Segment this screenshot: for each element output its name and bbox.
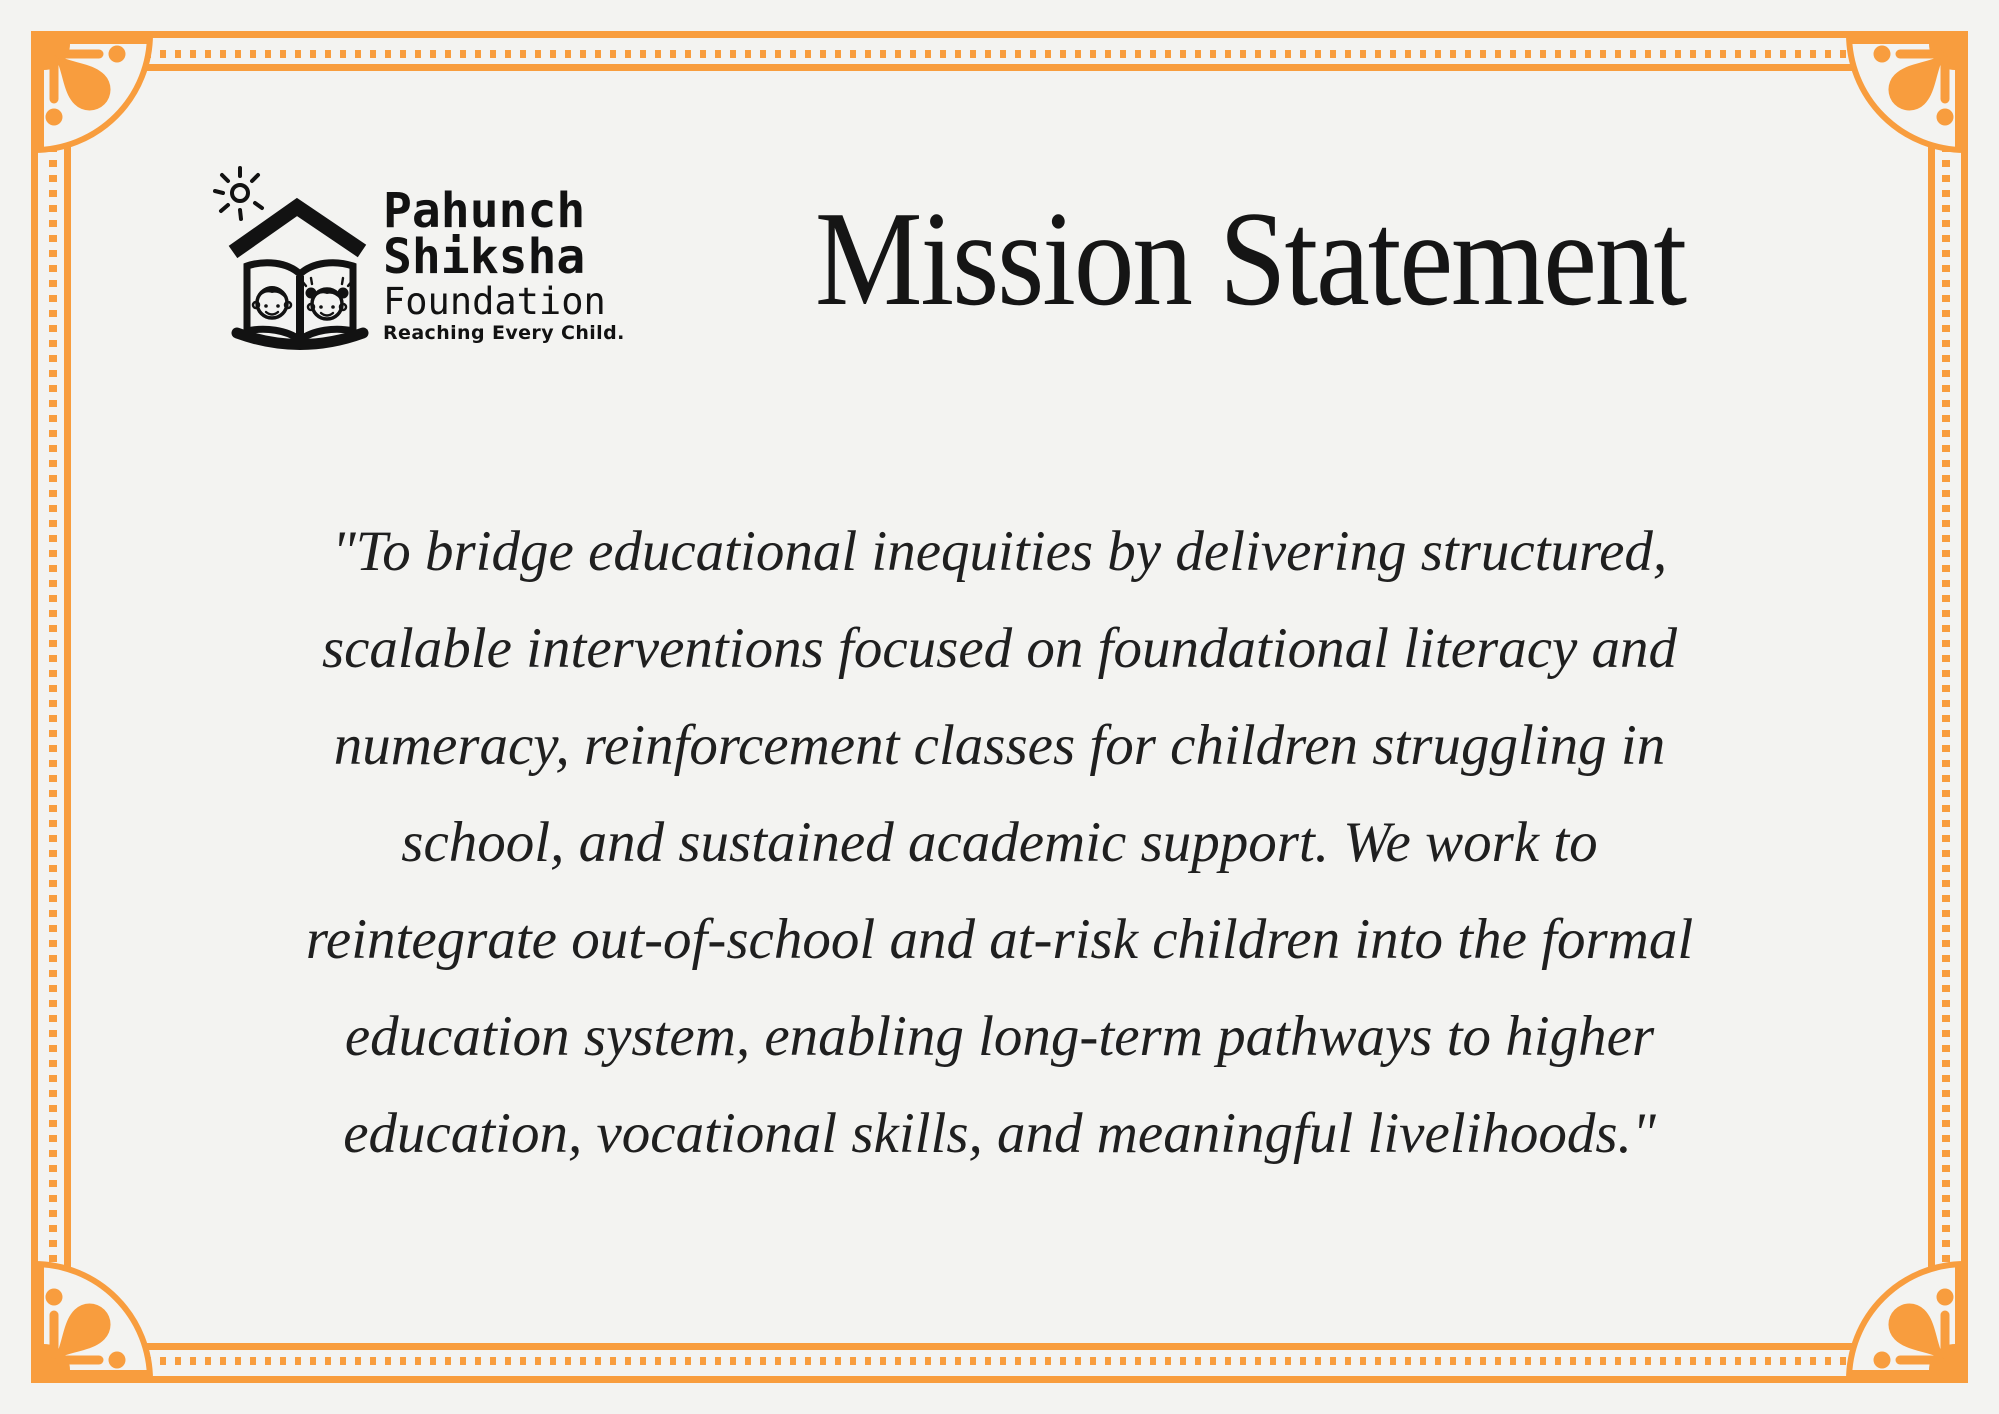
bottom-dotted-border <box>145 1357 1854 1365</box>
page-title: Mission Statement <box>814 184 1686 335</box>
mission-line: numeracy, reinforcement classes for children struggling in <box>333 714 1666 777</box>
top-dotted-border <box>145 50 1854 58</box>
logo-name-line3: Foundation <box>383 280 606 323</box>
mission-line: school, and sustained academic support. We work to <box>401 811 1598 874</box>
corner-ornament-bottom-left-icon <box>0 1254 160 1414</box>
right-dotted-border <box>1942 145 1950 1269</box>
corner-ornament-top-right-icon <box>1839 0 1999 160</box>
mission-line: education, vocational skills, and meaningful livelihoods." <box>343 1102 1656 1165</box>
logo-name-line1: Pahunch <box>383 183 586 239</box>
corner-ornament-bottom-right-icon <box>1839 1254 1999 1414</box>
logo-tagline: Reaching Every Child. <box>383 322 625 344</box>
logo-name-line2: Shiksha <box>383 229 586 285</box>
corner-ornament-top-left-icon <box>0 0 160 160</box>
left-dotted-border <box>49 145 57 1269</box>
mission-line: scalable interventions focused on foundational literacy and <box>321 617 1678 680</box>
mission-line: reintegrate out-of-school and at-risk children into the formal <box>305 908 1694 971</box>
mission-line: "To bridge educational inequities by delivering structured, <box>331 520 1668 583</box>
mission-line: education system, enabling long-term pathways to higher <box>344 1005 1655 1068</box>
inner-border-line <box>64 64 1935 1350</box>
